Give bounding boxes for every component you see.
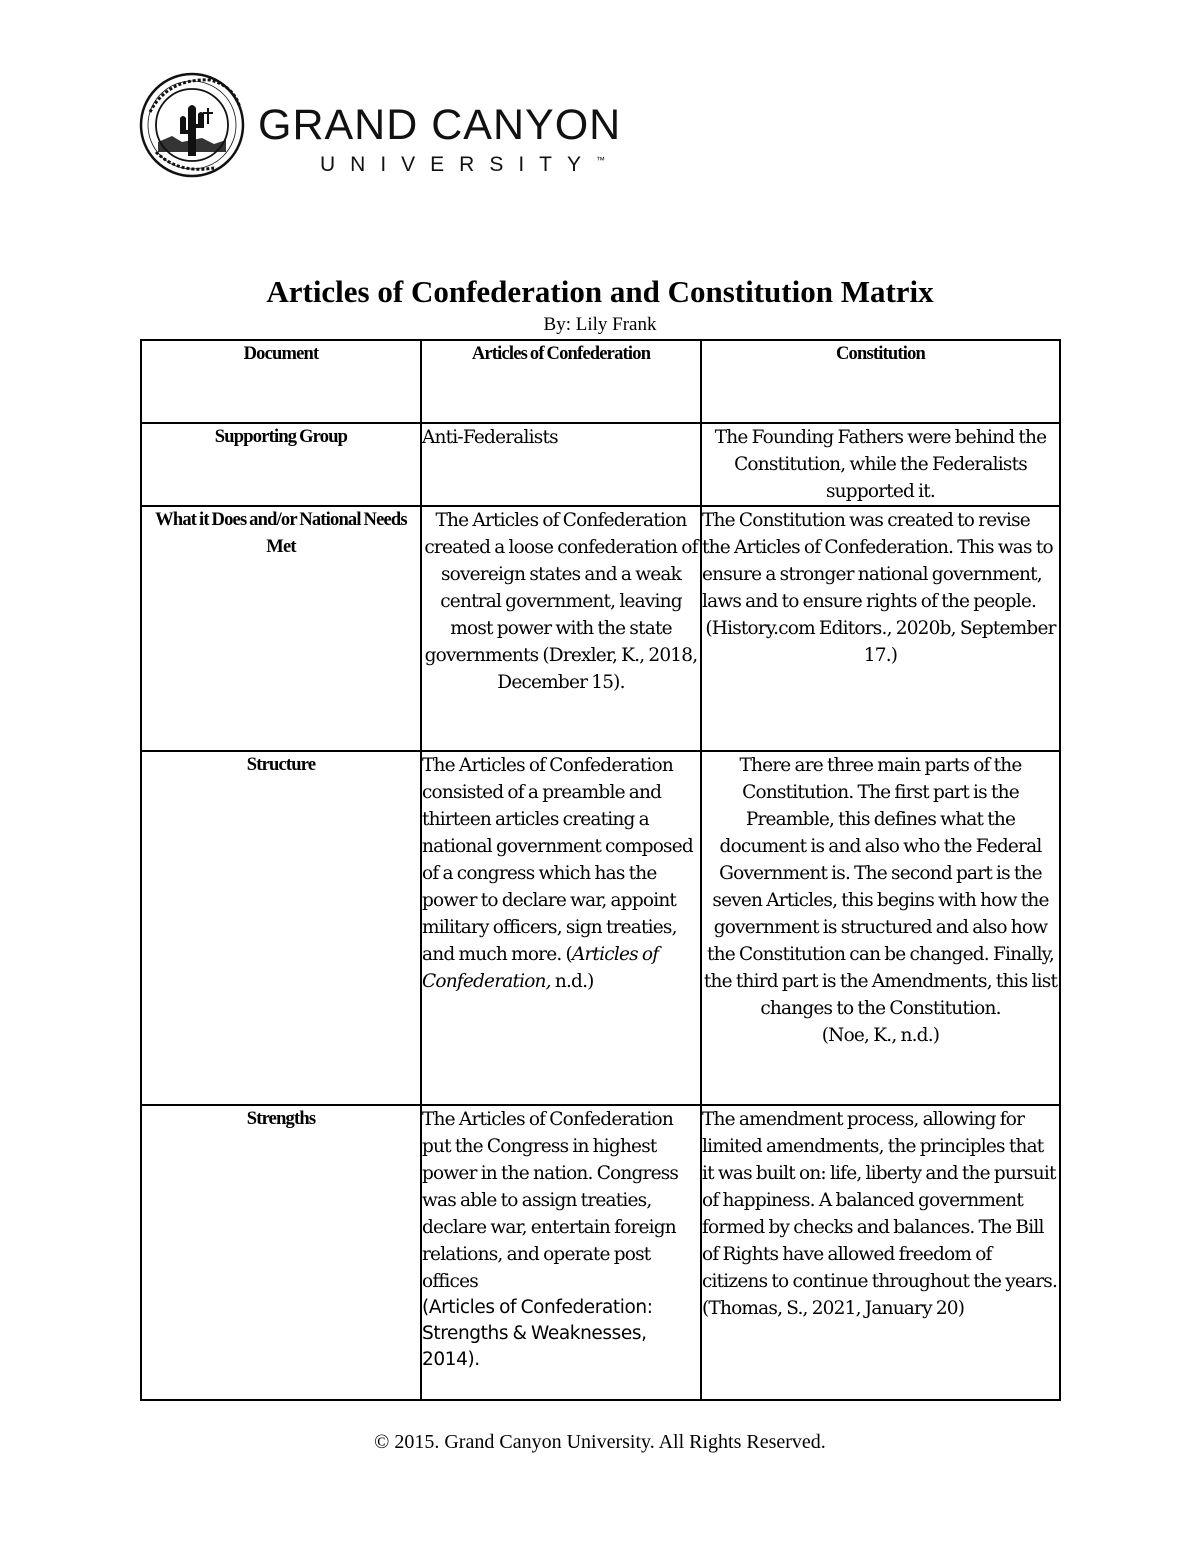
header-document: Document — [141, 340, 421, 423]
citation-italic: Articles of Confederation, — [422, 944, 659, 992]
constitution-cell-text: There are three main parts of the Constitution. The first part is the Preamble, this defines what the document is and also who the Federal Government is. The second part is the seven Articles, this begins with how the government is structured and also how the Constitution can be changed. Finally, the third part is the Amendments, this list changes to the Constitution. — [703, 755, 1058, 1019]
citation: (Articles of Confederation: Strengths & Weaknesses, 2014). — [422, 1297, 653, 1370]
table-row — [141, 423, 1060, 506]
articles-cell — [421, 751, 701, 1105]
trademark-symbol: ™ — [596, 155, 606, 165]
articles-cell — [421, 1105, 701, 1400]
row-label: Supporting Group — [141, 423, 421, 506]
table-row — [141, 751, 1060, 1105]
header-articles: Articles of Confederation — [421, 340, 701, 423]
constitution-cell — [701, 506, 1060, 751]
articles-cell-text: The Articles of Confederation consisted of a preamble and thirteen articles creating a national government composed of a congress which has the power to declare war, appoint military officers, sign treaties, and much more. ( — [422, 755, 693, 965]
articles-cell: The Articles of Confederation created a loose confederation of sovereign states and a weak central government, leaving most power with the state governments (Drexler, K., 2018, December 15). — [421, 506, 701, 751]
document-author: By: Lily Frank — [543, 314, 657, 335]
row-label: What it Does and/or National Needs Met — [141, 506, 421, 751]
header-constitution: Constitution — [701, 340, 1060, 423]
table-header-row — [141, 340, 1060, 423]
articles-cell: Anti-Federalists — [421, 423, 701, 506]
logo-wordmark-line2 — [320, 154, 605, 175]
citation: (Noe, K., n.d.) — [821, 1025, 940, 1046]
constitution-cell: The Founding Fathers were behind the Constitution, while the Federalists supported it. — [701, 423, 1060, 506]
table-row — [141, 506, 1060, 751]
copyright-footer: © 2015. Grand Canyon University. All Rights Reserved. — [374, 1431, 826, 1453]
logo-wordmark-line1: GRAND CANYON — [258, 101, 622, 149]
comparison-matrix-table — [140, 339, 1061, 1401]
constitution-cell-text: The amendment process, allowing for limited amendments, the principles that it was built on: life, liberty and the pursuit of happiness. A balanced government formed by checks and balances. The Bill of Rights have allowed freedom of citizens to continue throughout the years. — [702, 1109, 1058, 1292]
university-seal-icon — [138, 72, 258, 178]
row-label: Strengths — [141, 1105, 421, 1400]
citation-end: n.d.) — [550, 971, 594, 992]
citation: (History.com Editors., 2020b, September 17.) — [705, 618, 1056, 666]
constitution-cell-text: The Constitution was created to revise the Articles of Confederation. This was to ensure a stronger national government, laws and to ensure rights of the people. — [702, 510, 1053, 612]
table-row — [141, 1105, 1060, 1400]
articles-cell-text: The Articles of Confederation put the Congress in highest power in the nation. Congress was able to assign treaties, declare war, entertain foreign relations, and operate post offices — [422, 1109, 679, 1292]
logo-wordmark-text: UNIVERSITY — [320, 153, 597, 176]
document-title: Articles of Confederation and Constitution Matrix — [266, 274, 934, 309]
constitution-cell — [701, 751, 1060, 1105]
citation: (Thomas, S., 2021, January 20) — [702, 1298, 965, 1319]
row-label: Structure — [141, 751, 421, 1105]
constitution-cell — [701, 1105, 1060, 1400]
